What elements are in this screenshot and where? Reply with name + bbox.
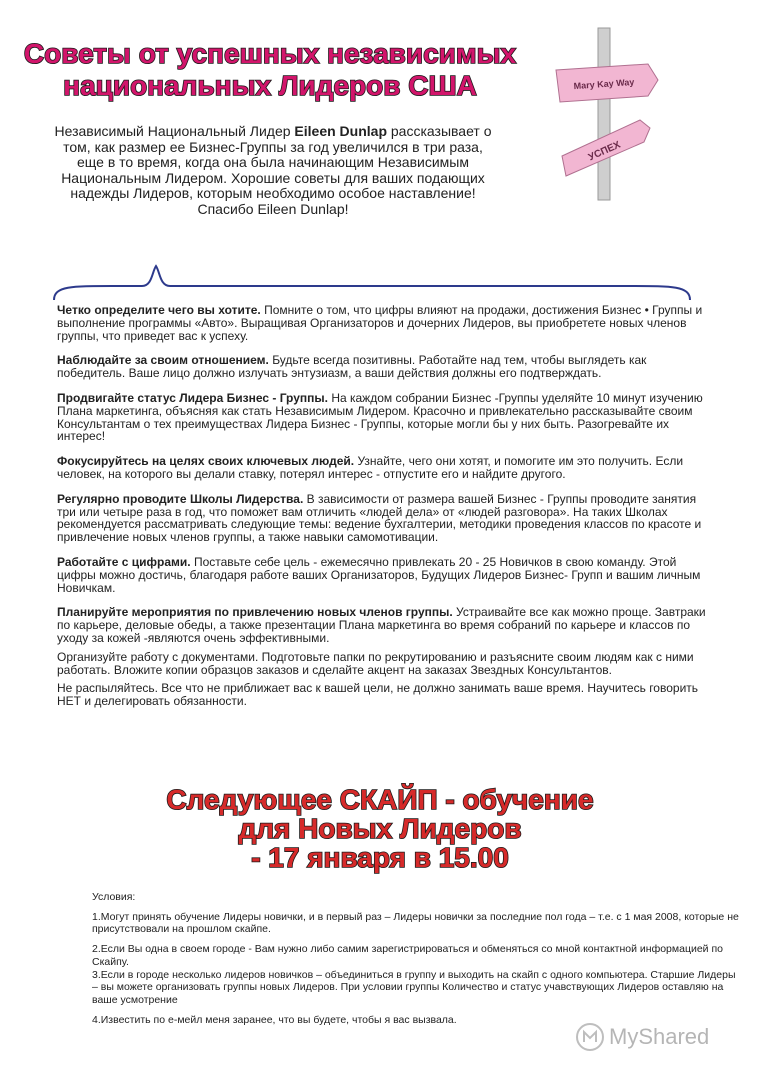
tip-5-text: В зависимости от размера вашей Бизнес - Группы проводите занятия три или четыре раза в год, что поможет вам отличить «людей дела» от «людей разговора». На таких Школах рекомендуется рассматривать следующие темы: ведение бухгалтерии, методики проведения классов по красоте и привлечение новых членов группы, а также навыки самомотивации. (57, 491, 702, 545)
title-line-1: Советы от успешных независимых (23, 38, 517, 69)
signpost-top-text: Mary Kay Way (573, 76, 635, 92)
watermark-text: MyShared (609, 1024, 710, 1049)
skype-line-2: для Новых Лидеров (238, 813, 522, 844)
tip-6-text: Поставьте себе цель - ежемесячно привлекать 20 - 25 Новичков в свою команду. Этой цифры можно достичь, благодаря работе ваших Организаторов, Будущих Лидеров Бизнес- Групп и вашим личным Новичкам. (57, 554, 701, 595)
tip-2-text: Будьте всегда позитивны. Работайте над тем, чтобы выглядеть как победитель. Ваше лицо должно излучать энтузиазм, а ваши действия должны его подтверждать. (57, 353, 647, 381)
intro-paragraph (52, 124, 494, 217)
condition-3: 3.Если в городе несколько лидеров новичков – объединиться в группу и выходить на скайп с одного компьютера. Старшие Лидеры – вы можете организовать группы новых Лидеров. При условии группы Количество и статус учавствующих Лидеров оставляю на ваше усмотрение (92, 968, 736, 1006)
tip-1-heading: Четко определите чего вы хотите. (57, 303, 261, 317)
tip-3-heading: Продвигайте статус Лидера Бизнес - Группы. (57, 390, 328, 405)
page-title (20, 38, 520, 102)
tip-1-text: Помните о том, что цифры влияют на продажи, достижения Бизнес • Группы и выполнение программы «Авто». Выращивая Организаторов и дочерних Лидеров, вы приобретете новых членов группы, что приведет вас к успеху. (57, 303, 703, 343)
tip-8-text: Организуйте работу с документами. Подготовьте папки по рекрутированию и разъясните своим людям как с ними работать. Вложите копии образцов заказов и сделайте акцент на заказах Звездных Консультантов. (57, 649, 694, 677)
tip-9-text: Не распыляйтесь. Все что не приближает вас к вашей цели, не должно занимать ваше время. Научитесь говорить НЕТ и делегировать обязанности. (57, 681, 699, 709)
curly-brace-divider (52, 262, 692, 304)
tip-4-text: Узнайте, чего они хотят, и помогите им это получить. Если человек, на которого вы делали ставку, потерял интерес - отпустите его и найдите другого. (57, 454, 684, 481)
skype-announcement (80, 785, 680, 872)
condition-1: 1.Могут принять обучение Лидеры новички, и в первый раз – Лидеры новички за последние пол года – т.е. с 1 мая 2008, которые не присутствовали на прошлом скайпе. (92, 910, 739, 936)
tip-3 (57, 392, 707, 443)
intro-pre: Независимый Национальный Лидер (54, 123, 295, 139)
tip-5-heading: Регулярно проводите Школы Лидерства. (57, 491, 304, 506)
tip-3-text: На каждом собрании Бизнес -Группы уделяйте 10 минут изучению Плана маркетинга, объясняя как стать Независимым Лидером. Красочно и привлекательно рассказывайте своим Консультантам о тех преимуществах Лидера Бизнес - Группы, которые могли бы у них быть. Разогревайте их интерес! (57, 390, 703, 444)
skype-line-1: Следующее СКАЙП - обучение (166, 784, 594, 815)
tip-1 (57, 304, 707, 342)
tip-7-text: Устраивайте все как можно проще. Завтраки по карьере, деловые обеды, а также презентации Плана маркетинга во время собраний по карьере и классов по уходу за кожей -являются очень эффективными. (57, 605, 706, 645)
tip-4-heading: Фокусируйтесь на целях своих ключевых людей. (57, 454, 355, 469)
watermark (575, 1022, 709, 1052)
tip-7-heading: Планируйте мероприятия по привлечению новых членов группы. (57, 605, 453, 620)
intro-name: Eileen Dunlap (294, 123, 387, 139)
condition-2: 2.Если Вы одна в своем городе - Вам нужно либо самим зарегистрироваться и обменяться со мной контактной информацией по Скайпу. (92, 943, 723, 968)
tips-list (57, 304, 707, 714)
tip-8 (57, 651, 707, 677)
condition-4: 4.Известить по е-мейл меня заранее, что вы будете, чтобы я вас вызвала. (92, 1013, 457, 1026)
tip-6-heading: Работайте с цифрами. (57, 554, 191, 569)
signpost-illustration (552, 24, 662, 204)
conditions-block (92, 891, 742, 1033)
tip-7 (57, 606, 707, 644)
conditions-heading: Условия: (92, 891, 136, 903)
tip-5 (57, 493, 707, 544)
signpost-pole (598, 28, 610, 200)
tip-9 (57, 682, 707, 708)
signpost-bottom-text: УСПЕХ (586, 139, 623, 164)
myshared-logo-icon (575, 1022, 605, 1052)
tip-4 (57, 455, 707, 481)
tip-2-heading: Наблюдайте за своим отношением. (57, 353, 269, 368)
tip-6 (57, 556, 707, 594)
tip-2 (57, 354, 707, 380)
skype-line-3: - 17 января в 15.00 (251, 842, 509, 873)
title-line-2: национальных Лидеров США (63, 70, 477, 101)
intro-post: рассказывает о том, как размер ее Бизнес-Группы за год увеличился в три раза, еще в то время, когда она была начинающим Независимым Национальным Лидером. Хорошие советы для ваших подающих надежды Лидеров, которым необходимо особое наставление! Спасибо Eileen Dunlap! (61, 123, 492, 217)
